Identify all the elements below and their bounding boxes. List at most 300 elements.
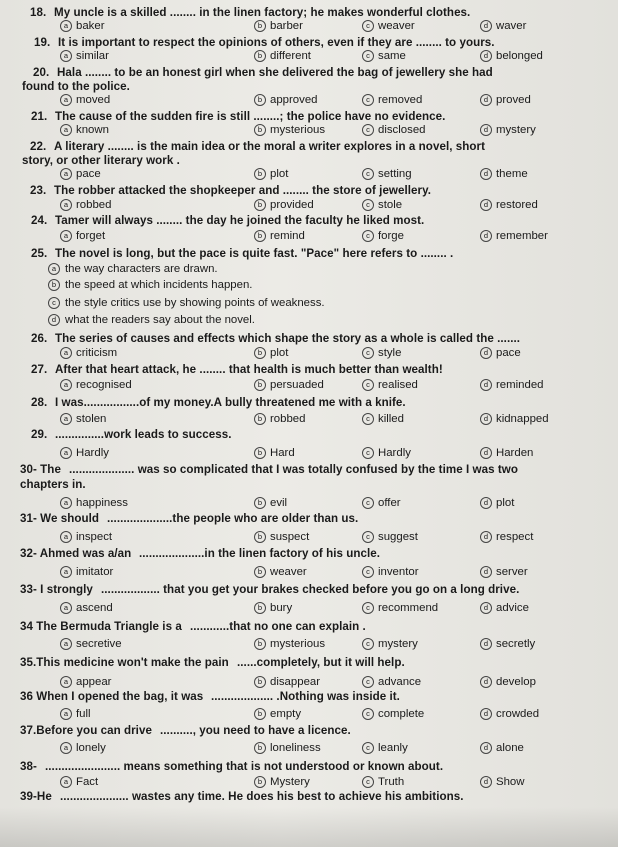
option-label: Hard xyxy=(270,447,295,459)
option-bubble-icon: d xyxy=(480,230,492,242)
answer-option-b[interactable] xyxy=(254,531,309,543)
option-label: advice xyxy=(496,602,529,614)
answer-option-a[interactable] xyxy=(60,230,105,242)
question-number: 25. xyxy=(31,247,48,260)
option-label: Fact xyxy=(76,776,99,788)
option-label: Hardly xyxy=(378,447,411,459)
option-label: mysterious xyxy=(270,638,326,650)
option-label: secretly xyxy=(496,638,536,650)
answer-option-d[interactable] xyxy=(480,742,524,754)
answer-option-d[interactable] xyxy=(480,708,539,720)
option-label: leanly xyxy=(378,742,408,754)
question-text: Tamer will always ........ the day he joined the faculty he liked most. xyxy=(55,214,425,227)
option-label: Harden xyxy=(496,447,534,459)
option-label: ascend xyxy=(76,602,113,614)
option-label: moved xyxy=(76,94,111,106)
answer-option-d[interactable] xyxy=(480,94,531,106)
option-bubble-icon: c xyxy=(362,230,374,242)
option-bubble-icon: c xyxy=(362,124,374,136)
answer-option-d[interactable] xyxy=(480,413,549,425)
option-label: alone xyxy=(496,742,524,754)
answer-option-b[interactable] xyxy=(254,497,287,509)
question-text: Hala ........ to be an honest girl when she delivered the bag of jewellery she had xyxy=(57,66,493,79)
option-bubble-icon: b xyxy=(48,279,60,291)
option-bubble-icon: d xyxy=(480,447,492,459)
answer-option-c[interactable] xyxy=(362,742,408,754)
question-number: 29. xyxy=(31,428,48,441)
option-label: evil xyxy=(270,497,288,509)
answer-option-d[interactable] xyxy=(480,497,514,509)
option-bubble-icon: b xyxy=(254,638,266,650)
option-bubble-icon: b xyxy=(254,447,266,459)
option-label: happiness xyxy=(76,497,128,509)
option-label: reminded xyxy=(496,379,544,391)
option-label: develop xyxy=(496,676,536,688)
option-label: weaver xyxy=(378,20,415,32)
option-bubble-icon: a xyxy=(60,230,72,242)
answer-option-a[interactable] xyxy=(60,20,105,32)
answer-option-d[interactable] xyxy=(480,602,529,614)
option-label: waver xyxy=(496,20,527,32)
answer-option-b[interactable] xyxy=(254,168,288,180)
option-label: baker xyxy=(76,20,105,32)
option-bubble-icon: d xyxy=(480,199,492,211)
option-label: server xyxy=(496,566,528,578)
option-bubble-icon: b xyxy=(254,20,266,32)
option-bubble-icon: b xyxy=(254,379,266,391)
option-label: disappear xyxy=(270,676,321,688)
option-bubble-icon: b xyxy=(254,94,266,106)
option-bubble-icon: b xyxy=(254,566,266,578)
question-text: The novel is long, but the pace is quite fast. "Pace" here refers to ........ . xyxy=(55,247,454,260)
option-label: appear xyxy=(76,676,112,688)
option-bubble-icon: b xyxy=(254,531,266,543)
option-bubble-icon: d xyxy=(480,50,492,62)
answer-option-d[interactable] xyxy=(480,199,538,211)
option-label: the way characters are drawn. xyxy=(65,263,218,275)
question-text: The cause of the sudden fire is still ........; the police have no evidence. xyxy=(55,110,446,123)
option-label: the style critics use by showing points of weakness. xyxy=(65,297,325,309)
answer-option-a[interactable] xyxy=(60,566,113,578)
answer-option-a[interactable] xyxy=(60,602,113,614)
question-number: 26. xyxy=(31,332,48,345)
answer-option-a[interactable] xyxy=(60,447,109,459)
answer-option-c[interactable] xyxy=(362,497,401,509)
option-label: advance xyxy=(378,676,422,688)
answer-option-c[interactable] xyxy=(362,124,426,136)
option-bubble-icon: c xyxy=(48,297,60,309)
option-bubble-icon: a xyxy=(60,379,72,391)
option-label: stolen xyxy=(76,413,107,425)
option-bubble-icon: d xyxy=(48,314,60,326)
question-text: .................. that you get your brakes checked before you go on a long drive. xyxy=(101,583,520,596)
question-number: 32- Ahmed was a/an xyxy=(20,547,132,560)
option-bubble-icon: a xyxy=(60,638,72,650)
question-text: ....................the people who are older than us. xyxy=(107,512,359,525)
option-label: recognised xyxy=(76,379,132,391)
option-bubble-icon: c xyxy=(362,447,374,459)
option-label: inspect xyxy=(76,531,113,543)
option-bubble-icon: d xyxy=(480,742,492,754)
option-label: remind xyxy=(270,230,305,242)
answer-option-b[interactable] xyxy=(254,602,292,614)
answer-option-b[interactable] xyxy=(254,776,310,788)
question-number: 37.Before you can drive xyxy=(20,724,152,737)
answer-option-d[interactable] xyxy=(480,776,525,788)
option-bubble-icon: a xyxy=(60,94,72,106)
option-label: loneliness xyxy=(270,742,321,754)
option-bubble-icon: c xyxy=(362,602,374,614)
option-bubble-icon: a xyxy=(60,50,72,62)
question-number: 24. xyxy=(31,214,48,227)
answer-option-b[interactable] xyxy=(254,20,303,32)
answer-option-b[interactable] xyxy=(254,94,318,106)
answer-option-a[interactable] xyxy=(60,379,132,391)
option-label: mysterious xyxy=(270,124,326,136)
question-number: 31- We should xyxy=(20,512,100,525)
answer-option-c[interactable] xyxy=(362,602,438,614)
option-label: plot xyxy=(270,347,289,359)
option-label: weaver xyxy=(270,566,307,578)
answer-option-b[interactable] xyxy=(48,279,252,291)
option-bubble-icon: d xyxy=(480,602,492,614)
option-bubble-icon: c xyxy=(362,168,374,180)
question-number: 20. xyxy=(33,66,50,79)
answer-option-d[interactable] xyxy=(480,531,533,543)
option-bubble-icon: d xyxy=(480,168,492,180)
option-label: plot xyxy=(496,497,515,509)
answer-option-c[interactable] xyxy=(362,413,404,425)
option-bubble-icon: c xyxy=(362,638,374,650)
option-label: mystery xyxy=(378,638,418,650)
option-label: known xyxy=(76,124,109,136)
question-text: ...............work leads to success. xyxy=(55,428,232,441)
answer-option-a[interactable] xyxy=(60,50,109,62)
option-label: criticism xyxy=(76,347,118,359)
question-text: ............that no one can explain . xyxy=(190,620,366,633)
answer-option-c[interactable] xyxy=(362,676,421,688)
option-bubble-icon: b xyxy=(254,124,266,136)
option-bubble-icon: d xyxy=(480,497,492,509)
option-label: suspect xyxy=(270,531,310,543)
option-bubble-icon: c xyxy=(362,566,374,578)
option-bubble-icon: b xyxy=(254,708,266,720)
option-label: forget xyxy=(76,230,106,242)
option-bubble-icon: d xyxy=(480,531,492,543)
option-bubble-icon: d xyxy=(480,776,492,788)
question-number: 28. xyxy=(31,396,48,409)
answer-option-b[interactable] xyxy=(254,708,301,720)
answer-option-b[interactable] xyxy=(254,676,320,688)
answer-option-a[interactable] xyxy=(60,168,101,180)
option-bubble-icon: d xyxy=(480,566,492,578)
option-bubble-icon: a xyxy=(60,708,72,720)
option-label: secretive xyxy=(76,638,122,650)
answer-option-b[interactable] xyxy=(254,566,307,578)
option-bubble-icon: d xyxy=(480,20,492,32)
question-text: After that heart attack, he ........ that health is much better than wealth! xyxy=(55,363,443,376)
answer-option-a[interactable] xyxy=(60,347,117,359)
option-bubble-icon: c xyxy=(362,94,374,106)
answer-option-a[interactable] xyxy=(60,776,98,788)
option-bubble-icon: a xyxy=(60,497,72,509)
option-label: setting xyxy=(378,168,412,180)
option-bubble-icon: b xyxy=(254,602,266,614)
option-bubble-icon: b xyxy=(254,230,266,242)
option-bubble-icon: c xyxy=(362,20,374,32)
option-bubble-icon: c xyxy=(362,347,374,359)
option-label: proved xyxy=(496,94,531,106)
answer-option-c[interactable] xyxy=(362,347,401,359)
question-number: 36 When I opened the bag, it was xyxy=(20,690,204,703)
option-bubble-icon: c xyxy=(362,413,374,425)
option-bubble-icon: b xyxy=(254,676,266,688)
option-label: realised xyxy=(378,379,418,391)
option-bubble-icon: c xyxy=(362,497,374,509)
question-number: 30- The xyxy=(20,463,61,476)
option-label: what the readers say about the novel. xyxy=(65,314,255,326)
option-bubble-icon: a xyxy=(60,124,72,136)
option-label: restored xyxy=(496,199,538,211)
option-label: Truth xyxy=(378,776,405,788)
option-label: respect xyxy=(496,531,534,543)
answer-option-b[interactable] xyxy=(254,347,288,359)
option-bubble-icon: a xyxy=(60,447,72,459)
option-label: full xyxy=(76,708,91,720)
option-bubble-icon: b xyxy=(254,742,266,754)
option-label: killed xyxy=(378,413,404,425)
option-label: kidnapped xyxy=(496,413,549,425)
option-label: lonely xyxy=(76,742,106,754)
answer-option-d[interactable] xyxy=(480,638,535,650)
question-number: 27. xyxy=(31,363,48,376)
option-label: persuaded xyxy=(270,379,324,391)
question-text: ....................... means something that is not understood or known about. xyxy=(45,760,444,773)
question-text: The series of causes and effects which shape the story as a whole is called the ....... xyxy=(55,332,521,345)
option-label: Show xyxy=(496,776,525,788)
option-label: empty xyxy=(270,708,302,720)
answer-option-d[interactable] xyxy=(48,314,255,326)
answer-option-d[interactable] xyxy=(480,124,536,136)
answer-option-b[interactable] xyxy=(254,447,295,459)
answer-option-b[interactable] xyxy=(254,742,321,754)
answer-option-d[interactable] xyxy=(480,230,548,242)
option-label: same xyxy=(378,50,406,62)
answer-option-a[interactable] xyxy=(60,124,109,136)
answer-option-b[interactable] xyxy=(254,199,314,211)
page-bottom-shadow xyxy=(0,807,618,847)
answer-option-c[interactable] xyxy=(362,20,415,32)
answer-option-b[interactable] xyxy=(254,124,325,136)
option-label: forge xyxy=(378,230,404,242)
answer-option-a[interactable] xyxy=(60,742,106,754)
option-bubble-icon: b xyxy=(254,199,266,211)
option-bubble-icon: d xyxy=(480,708,492,720)
option-label: suggest xyxy=(378,531,418,543)
answer-option-c[interactable] xyxy=(362,50,406,62)
question-number: 22. xyxy=(30,140,47,153)
answer-option-a[interactable] xyxy=(60,413,106,425)
option-label: style xyxy=(378,347,402,359)
answer-option-d[interactable] xyxy=(480,168,528,180)
question-number: 34 The Bermuda Triangle is a xyxy=(20,620,182,633)
option-bubble-icon: c xyxy=(362,199,374,211)
option-bubble-icon: a xyxy=(60,676,72,688)
option-label: imitator xyxy=(76,566,114,578)
answer-option-b[interactable] xyxy=(254,638,325,650)
question-number: 18. xyxy=(30,6,47,19)
option-label: provided xyxy=(270,199,314,211)
option-bubble-icon: a xyxy=(60,776,72,788)
answer-option-a[interactable] xyxy=(60,94,110,106)
answer-option-a[interactable] xyxy=(60,708,91,720)
answer-option-c[interactable] xyxy=(362,531,418,543)
answer-option-c[interactable] xyxy=(362,638,418,650)
question-number: 35.This medicine won't make the pain xyxy=(20,656,229,669)
option-bubble-icon: b xyxy=(254,347,266,359)
option-bubble-icon: d xyxy=(480,638,492,650)
option-bubble-icon: a xyxy=(60,602,72,614)
option-bubble-icon: c xyxy=(362,708,374,720)
option-bubble-icon: a xyxy=(60,531,72,543)
answer-option-c[interactable] xyxy=(362,566,419,578)
question-text-continued: story, or other literary work . xyxy=(22,154,180,167)
answer-option-b[interactable] xyxy=(254,379,324,391)
question-text: .................... was so complicated that I was totally confused by the time I was two xyxy=(69,463,518,476)
option-label: similar xyxy=(76,50,109,62)
answer-option-c[interactable] xyxy=(362,776,404,788)
option-bubble-icon: c xyxy=(362,676,374,688)
option-bubble-icon: a xyxy=(60,168,72,180)
answer-option-d[interactable] xyxy=(480,676,536,688)
option-bubble-icon: d xyxy=(480,379,492,391)
option-label: offer xyxy=(378,497,401,509)
option-label: complete xyxy=(378,708,425,720)
answer-option-d[interactable] xyxy=(480,566,528,578)
option-bubble-icon: a xyxy=(60,199,72,211)
option-label: removed xyxy=(378,94,423,106)
question-number: 33- I strongly xyxy=(20,583,93,596)
question-text: A literary ........ is the main idea or the moral a writer explores in a novel, short xyxy=(54,140,485,153)
answer-option-d[interactable] xyxy=(480,379,544,391)
option-label: the speed at which incidents happen. xyxy=(65,279,253,291)
option-label: robbed xyxy=(270,413,306,425)
question-number: 38- xyxy=(20,760,37,773)
option-bubble-icon: a xyxy=(60,347,72,359)
option-label: stole xyxy=(378,199,403,211)
option-bubble-icon: c xyxy=(362,531,374,543)
option-bubble-icon: b xyxy=(254,776,266,788)
option-bubble-icon: a xyxy=(60,566,72,578)
answer-option-c[interactable] xyxy=(362,168,412,180)
answer-option-a[interactable] xyxy=(48,263,218,275)
option-bubble-icon: a xyxy=(60,20,72,32)
option-bubble-icon: d xyxy=(480,94,492,106)
question-text: ................... .Nothing was inside it. xyxy=(211,690,400,703)
option-bubble-icon: d xyxy=(480,347,492,359)
option-bubble-icon: b xyxy=(254,497,266,509)
answer-option-d[interactable] xyxy=(480,20,526,32)
answer-option-c[interactable] xyxy=(48,297,325,309)
option-label: plot xyxy=(270,168,289,180)
answer-option-d[interactable] xyxy=(480,347,521,359)
question-text: My uncle is a skilled ........ in the linen factory; he makes wonderful clothes. xyxy=(54,6,471,19)
question-text: ......completely, but it will help. xyxy=(237,656,405,669)
option-bubble-icon: a xyxy=(48,263,60,275)
option-bubble-icon: c xyxy=(362,776,374,788)
answer-option-c[interactable] xyxy=(362,199,402,211)
answer-option-a[interactable] xyxy=(60,638,122,650)
answer-option-a[interactable] xyxy=(60,676,111,688)
option-bubble-icon: b xyxy=(254,50,266,62)
answer-option-b[interactable] xyxy=(254,230,305,242)
option-bubble-icon: b xyxy=(254,413,266,425)
option-bubble-icon: c xyxy=(362,379,374,391)
option-label: crowded xyxy=(496,708,540,720)
answer-option-b[interactable] xyxy=(254,413,305,425)
option-label: robbed xyxy=(76,199,112,211)
question-number: 19. xyxy=(34,36,51,49)
option-label: Hardly xyxy=(76,447,109,459)
option-label: remember xyxy=(496,230,548,242)
question-text: .........., you need to have a licence. xyxy=(160,724,351,737)
option-bubble-icon: b xyxy=(254,168,266,180)
answer-option-c[interactable] xyxy=(362,708,424,720)
question-text: It is important to respect the opinions of others, even if they are ........ to yours. xyxy=(58,36,495,49)
answer-option-c[interactable] xyxy=(362,379,418,391)
question-number: 39-He xyxy=(20,790,52,803)
question-text-continued: chapters in. xyxy=(20,478,86,491)
option-label: different xyxy=(270,50,311,62)
question-text: I was.................of my money.A bully threatened me with a knife. xyxy=(55,396,406,409)
option-bubble-icon: d xyxy=(480,676,492,688)
option-bubble-icon: d xyxy=(480,124,492,136)
option-label: pace xyxy=(496,347,521,359)
option-label: pace xyxy=(76,168,101,180)
question-text: ....................in the linen factory of his uncle. xyxy=(139,547,381,560)
answer-option-d[interactable] xyxy=(480,447,533,459)
question-text: The robber attacked the shopkeeper and ........ the store of jewellery. xyxy=(54,184,432,197)
option-bubble-icon: a xyxy=(60,742,72,754)
option-label: mystery xyxy=(496,124,536,136)
option-label: recommend xyxy=(378,602,439,614)
option-label: theme xyxy=(496,168,528,180)
answer-option-c[interactable] xyxy=(362,230,404,242)
answer-option-b[interactable] xyxy=(254,50,311,62)
answer-option-c[interactable] xyxy=(362,447,411,459)
option-label: barber xyxy=(270,20,303,32)
option-bubble-icon: a xyxy=(60,413,72,425)
question-number: 21. xyxy=(31,110,48,123)
answer-option-a[interactable] xyxy=(60,199,111,211)
option-label: Mystery xyxy=(270,776,310,788)
option-label: belonged xyxy=(496,50,543,62)
answer-option-a[interactable] xyxy=(60,531,112,543)
option-label: inventor xyxy=(378,566,419,578)
answer-option-c[interactable] xyxy=(362,94,422,106)
answer-option-d[interactable] xyxy=(480,50,543,62)
option-label: bury xyxy=(270,602,293,614)
option-bubble-icon: d xyxy=(480,413,492,425)
question-text: ..................... wastes any time. He does his best to achieve his ambitions. xyxy=(60,790,464,803)
question-number: 23. xyxy=(30,184,47,197)
option-bubble-icon: c xyxy=(362,742,374,754)
option-bubble-icon: c xyxy=(362,50,374,62)
question-text-continued: found to the police. xyxy=(22,80,130,93)
answer-option-a[interactable] xyxy=(60,497,128,509)
option-label: disclosed xyxy=(378,124,426,136)
option-label: approved xyxy=(270,94,318,106)
